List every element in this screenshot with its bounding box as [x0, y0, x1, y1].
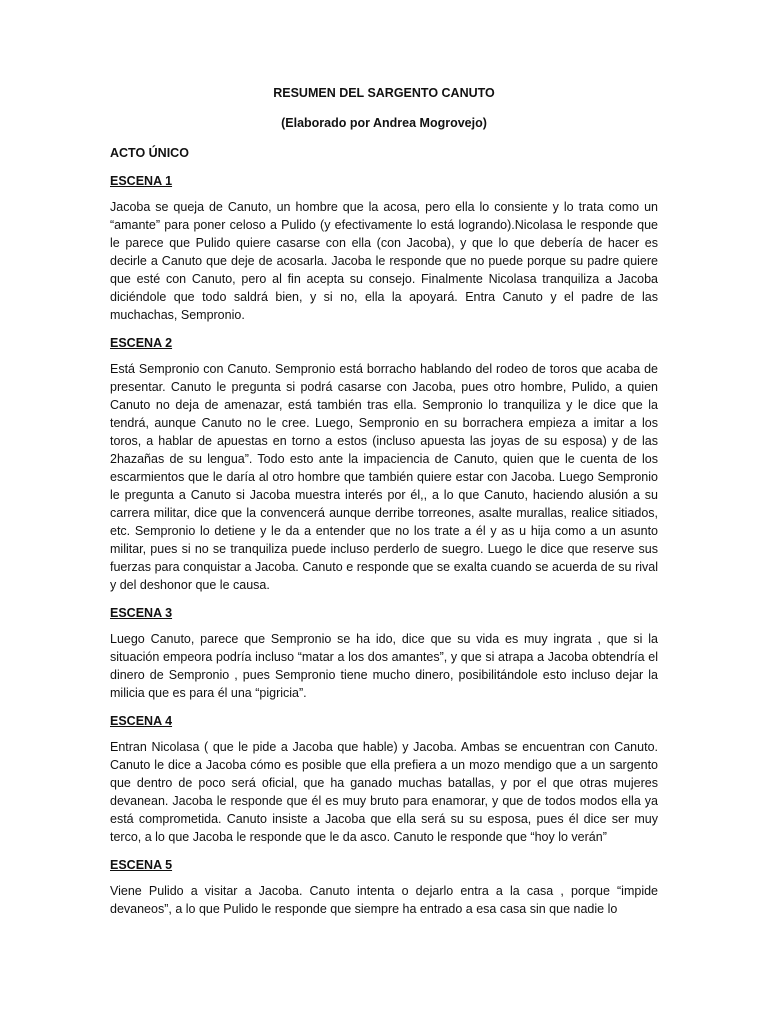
document-subtitle: (Elaborado por Andrea Mogrovejo): [281, 116, 487, 130]
scene-3-heading: ESCENA 3: [110, 606, 173, 620]
scene-2-heading: ESCENA 2: [110, 336, 173, 350]
scene-3-text: Luego Canuto, parece que Sempronio se ha ido, dice que su vida es muy ingrata , que si la situación empeora podría incluso “matar a los dos amantes”, y que si atrapa a Jacoba obtendría el dinero de Sempronio , pues Sempronio tiene mucho dinero, posibilitándole esto incluso dejar la milicia que es para él una “pigricia”.: [110, 632, 658, 700]
scene-5-heading: ESCENA 5: [110, 858, 173, 872]
scene-1-heading: ESCENA 1: [110, 174, 173, 188]
scene-2-text: Está Sempronio con Canuto. Sempronio está borracho hablando del rodeo de toros que acaba de presentar. Canuto le pregunta si podrá casarse con Jacoba, pues otro hombre, Pulido, a quien Canuto no deja de amenazar, está también tras ella. Sempronio lo tranquiliza y le dice que la tendrá, aunque Canuto no le cree. Luego, Sempronio en su borrachera empieza a imitar a los toros, a hablar de apuestas en torno a estos (incluso apuesta las joyas de su esposa) y de las 2hazañas de su lengua”. Todo esto ante la impaciencia de Canuto, quien que le cuenta de los escarmientos que le daría al otro hombre que también quiere estar con Jacoba. Luego Sempronio le pregunta a Canuto si Jacoba muestra interés por él,, a lo que Canuto, haciendo alusión a su carrera militar, dice que la convencerá aunque derribe torreones, asalte murallas, realice sitiados, etc. Sempronio lo detiene y le da a entender que no los trate a él y as u hija como a un asunto militar, pues si no se tranquiliza puede incluso perderlo de suegro. Luego le dice que reserve sus fuerzas para conquistar a Jacoba. Canuto e responde que se exalta cuando se acuerda de su rival y del deshonor que le causa.: [110, 362, 658, 592]
scene-4-heading: ESCENA 4: [110, 714, 173, 728]
act-heading: ACTO ÚNICO: [110, 146, 189, 160]
scene-1-text: Jacoba se queja de Canuto, un hombre que la acosa, pero ella lo consiente y lo trata como un “amante” para poner celoso a Pulido (y efectivamente lo está logrando).Nicolasa le responde que le parece que Pulido quiere casarse con ella (con Jacoba), y que lo que debería de hacer es decirle a Canuto que deje de acosarla. Jacoba le responde que no puede porque su padre quiere que esté con Canuto, pero al fin acepta su consejo. Finalmente Nicolasa tranquiliza a Jacoba diciéndole que todo saldrá bien, y si no, ella la apoyará. Entra Canuto y el padre de las muchachas, Sempronio.: [110, 200, 658, 322]
scene-4-text: Entran Nicolasa ( que le pide a Jacoba que hable) y Jacoba. Ambas se encuentran con Canuto. Canuto le dice a Jacoba cómo es posible que ella prefiera a un mozo mendigo que a un sargento que dentro de poco será oficial, que ha ganado muchas batallas, y por el que otras mujeres devanean. Jacoba le responde que él es muy bruto para enamorar, y que de todos modos ella ya está comprometida. Canuto insiste a Jacoba que ella será su su esposa, pues él dice ser muy terco, a lo que Jacoba le responde que le da asco. Canuto le responde que “hoy lo verán”: [110, 740, 658, 844]
scene-5-text: Viene Pulido a visitar a Jacoba. Canuto intenta o dejarlo entra a la casa , porque “impide devaneos”, a lo que Pulido le responde que siempre ha entrado a esa casa sin que nadie lo: [110, 884, 658, 916]
document-title: RESUMEN DEL SARGENTO CANUTO: [273, 86, 495, 100]
